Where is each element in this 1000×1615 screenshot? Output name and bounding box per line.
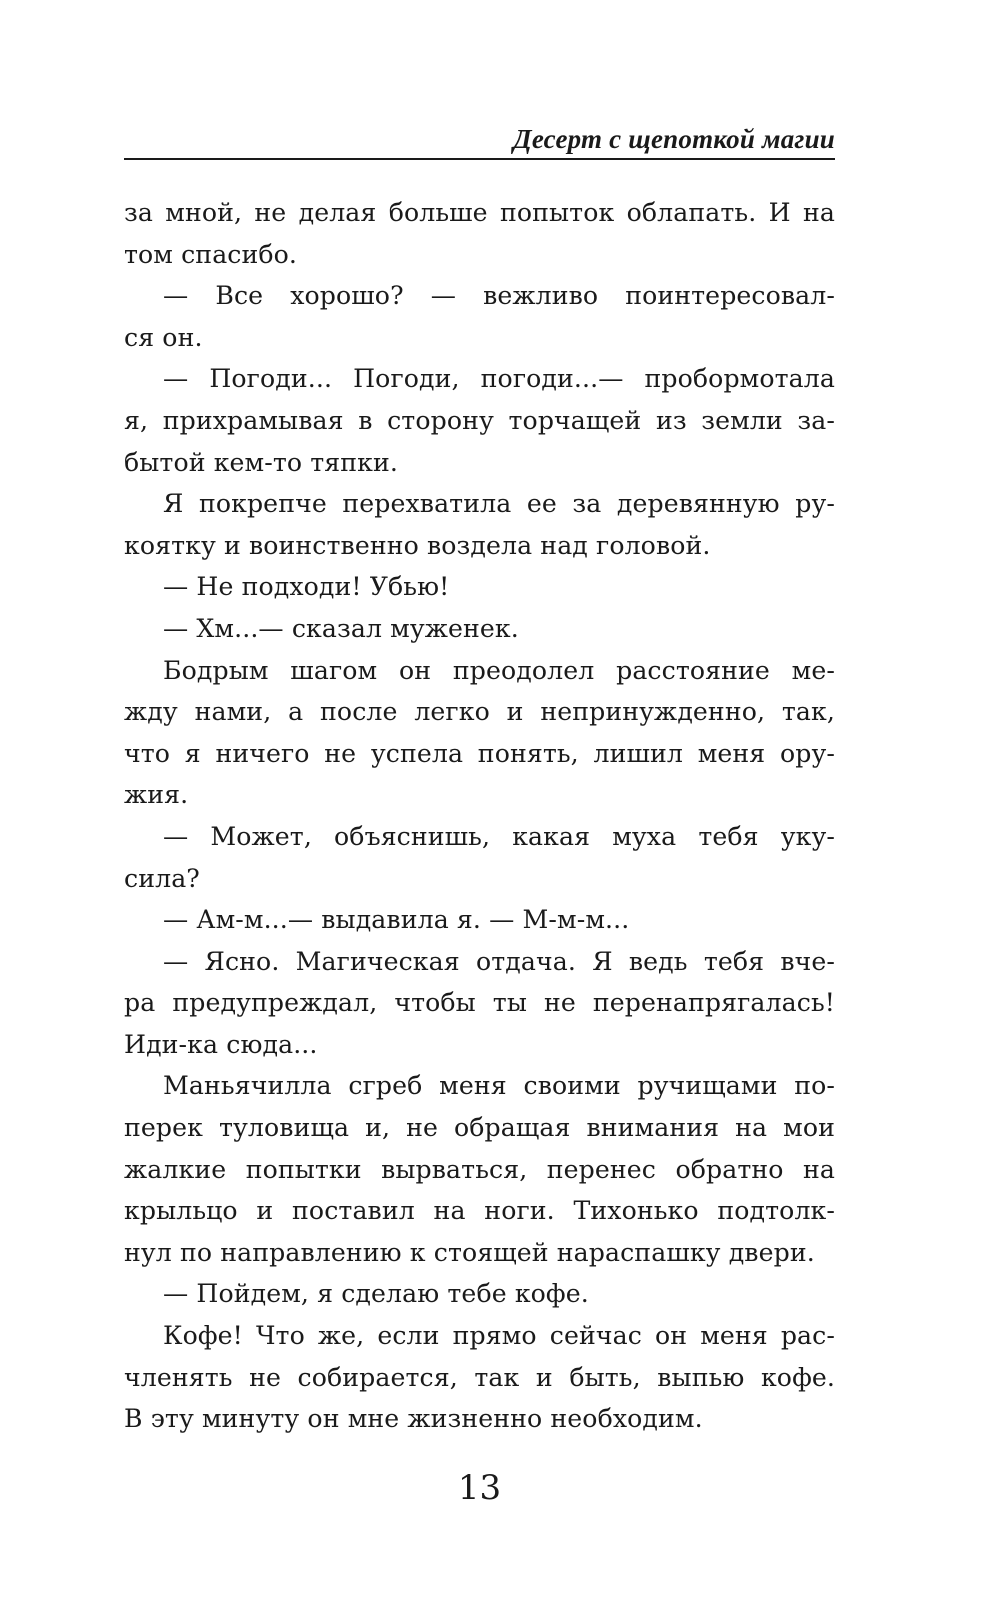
text-line: жалкие попытки вырваться, перенес обратно на <box>124 1154 835 1184</box>
text-line: жду нами, а после легко и непринужденно, так, <box>124 697 835 727</box>
text-line: Кофе! Что же, если прямо сейчас он меня рас- <box>163 1321 835 1351</box>
text-line: Иди-ка сюда... <box>124 1029 318 1059</box>
text-line: — Пойдем, я сделаю тебе кофе. <box>163 1279 589 1309</box>
text-line: сила? <box>124 863 200 893</box>
page-body-text <box>124 192 835 1440</box>
text-line: я, прихрамывая в сторону торчащей из земли за- <box>124 405 835 435</box>
page-number: 13 <box>457 1468 502 1508</box>
running-header-title: Десерт с щепоткой магии <box>513 124 835 154</box>
text-line: В эту минуту он мне жизненно необходим. <box>124 1404 703 1434</box>
text-line: — Все хорошо? — вежливо поинтересовал- <box>163 281 835 311</box>
text-line: — Не подходи! Убью! <box>163 572 450 602</box>
text-line: — Погоди... Погоди, погоди...— пробормотала <box>163 364 835 394</box>
text-line: крыльцо и поставил на ноги. Тихонько подтолк- <box>124 1196 835 1226</box>
text-line: ра предупреждал, чтобы ты не перенапрягалась! <box>124 988 835 1018</box>
text-line: том спасибо. <box>124 239 298 269</box>
text-line: — Ам-м...— выдавила я. — М-м-м... <box>163 905 630 935</box>
text-line: — Хм...— сказал муженек. <box>163 613 519 643</box>
text-line: за мной, не делая больше попыток облапать. И на <box>124 198 835 227</box>
text-line: что я ничего не успела понять, лишил меня ору- <box>124 738 835 768</box>
text-line: перек туловища и, не обращая внимания на мои <box>124 1113 835 1143</box>
text-line: бытой кем-то тяпки. <box>124 447 399 477</box>
text-line: — Может, объяснишь, какая муха тебя уку- <box>163 821 835 851</box>
header-divider <box>124 158 835 160</box>
text-line: Бодрым шагом он преодолел расстояние ме- <box>163 655 835 685</box>
text-line: ся он. <box>124 322 203 352</box>
text-line: нул по направлению к стоящей нараспашку двери. <box>124 1237 815 1267</box>
text-line: членять не собирается, так и быть, выпью кофе. <box>124 1362 835 1392</box>
text-line: коятку и воинственно воздела над головой. <box>124 530 711 560</box>
text-line: Я покрепче перехватила ее за деревянную ру- <box>163 489 835 519</box>
text-line: Маньячилла сгреб меня своими ручищами по- <box>163 1071 835 1101</box>
text-line: — Ясно. Магическая отдача. Я ведь тебя вче- <box>163 946 835 976</box>
text-line: жия. <box>124 780 189 810</box>
